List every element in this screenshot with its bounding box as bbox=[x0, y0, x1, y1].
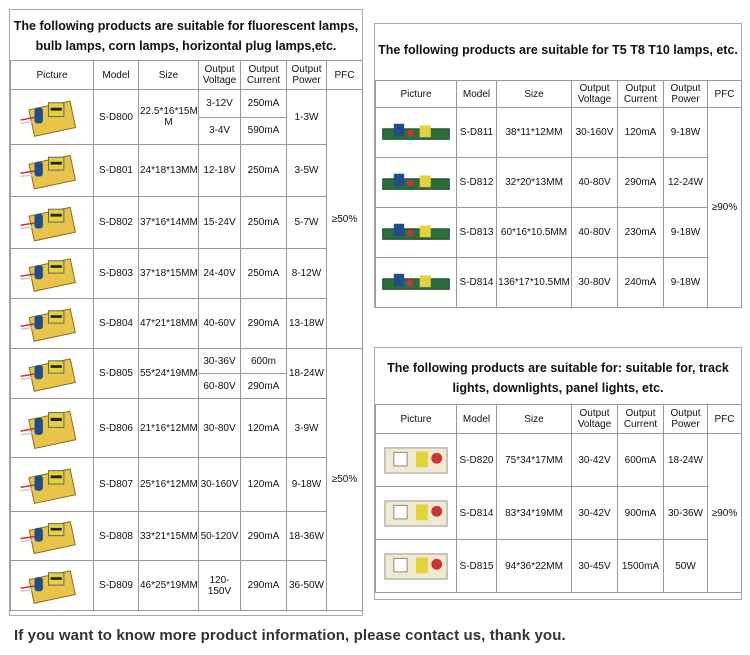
model-cell: S-D820 bbox=[457, 434, 497, 487]
driver-board-photo bbox=[379, 112, 453, 154]
power-cell: 3-5W bbox=[287, 145, 327, 197]
panel-tube-lamps bbox=[374, 23, 742, 308]
power-cell: 12-24W bbox=[664, 158, 708, 208]
size-cell: 33*21*15MM bbox=[139, 512, 199, 561]
driver-board-photo bbox=[17, 302, 87, 346]
model-cell: S-D808 bbox=[94, 512, 139, 561]
power-cell: 18-36W bbox=[287, 512, 327, 561]
current-cell: 250mA bbox=[241, 249, 287, 299]
model-cell: S-D800 bbox=[94, 90, 139, 145]
table-row bbox=[11, 399, 363, 458]
driver-board-photo bbox=[17, 93, 87, 142]
fluorescent-product-table bbox=[10, 60, 363, 611]
header-size: Size bbox=[139, 61, 199, 90]
model-cell: S-D814 bbox=[457, 258, 497, 308]
header-output-current: Output Current bbox=[241, 61, 287, 90]
tube-lamps-product-table bbox=[375, 80, 742, 308]
header-output-power: Output Power bbox=[664, 405, 708, 434]
voltage-cell: 40-80V bbox=[572, 158, 618, 208]
model-cell: S-D811 bbox=[457, 108, 497, 158]
current-cell: 250mA bbox=[241, 90, 287, 118]
current-cell: 120mA bbox=[618, 108, 664, 158]
voltage-cell: 30-36V bbox=[199, 349, 241, 374]
voltage-cell: 30-80V bbox=[572, 258, 618, 308]
size-cell: 37*18*15MM bbox=[139, 249, 199, 299]
current-cell: 600m bbox=[241, 349, 287, 374]
current-cell: 240mA bbox=[618, 258, 664, 308]
driver-board-photo bbox=[379, 162, 453, 204]
driver-board-photo bbox=[379, 544, 453, 589]
product-picture bbox=[11, 512, 94, 561]
product-picture bbox=[11, 399, 94, 458]
current-cell: 600mA bbox=[618, 434, 664, 487]
current-cell: 1500mA bbox=[618, 540, 664, 593]
model-cell: S-D806 bbox=[94, 399, 139, 458]
power-cell: 8-12W bbox=[287, 249, 327, 299]
current-cell: 290mA bbox=[618, 158, 664, 208]
product-picture bbox=[376, 208, 457, 258]
size-cell: 47*21*18MM bbox=[139, 299, 199, 349]
table-row bbox=[11, 349, 363, 374]
current-cell: 900mA bbox=[618, 487, 664, 540]
voltage-cell: 40-60V bbox=[199, 299, 241, 349]
size-cell: 136*17*10.5MM bbox=[497, 258, 572, 308]
product-picture bbox=[11, 90, 94, 145]
model-cell: S-D812 bbox=[457, 158, 497, 208]
power-cell: 1-3W bbox=[287, 90, 327, 145]
header-size: Size bbox=[497, 81, 572, 108]
pfc-cell: ≥90% bbox=[708, 108, 742, 308]
power-cell: 13-18W bbox=[287, 299, 327, 349]
voltage-cell: 24-40V bbox=[199, 249, 241, 299]
table-row bbox=[376, 208, 742, 258]
product-picture bbox=[376, 540, 457, 593]
panel-fluorescent bbox=[9, 9, 363, 616]
model-cell: S-D804 bbox=[94, 299, 139, 349]
size-cell: 38*11*12MM bbox=[497, 108, 572, 158]
table-row bbox=[11, 90, 363, 118]
driver-board-photo bbox=[17, 515, 87, 558]
model-cell: S-D813 bbox=[457, 208, 497, 258]
power-cell: 50W bbox=[664, 540, 708, 593]
size-cell: 22.5*16*15M M bbox=[139, 90, 199, 145]
size-cell: 55*24*19MM bbox=[139, 349, 199, 399]
contact-footer: If you want to know more product information, please contact us, thank you. bbox=[14, 627, 566, 644]
track-lights-product-table bbox=[375, 404, 742, 593]
header-pfc: PFC bbox=[327, 61, 363, 90]
voltage-cell: 40-80V bbox=[572, 208, 618, 258]
current-cell: 250mA bbox=[241, 145, 287, 197]
product-picture bbox=[11, 349, 94, 399]
power-cell: 36-50W bbox=[287, 561, 327, 611]
driver-board-photo bbox=[379, 491, 453, 536]
model-cell: S-D801 bbox=[94, 145, 139, 197]
voltage-cell: 30-160V bbox=[199, 458, 241, 512]
size-cell: 83*34*19MM bbox=[497, 487, 572, 540]
current-cell: 590mA bbox=[241, 117, 287, 145]
size-cell: 75*34*17MM bbox=[497, 434, 572, 487]
voltage-cell: 30-160V bbox=[572, 108, 618, 158]
voltage-cell: 120-150V bbox=[199, 561, 241, 611]
driver-board-photo bbox=[17, 564, 87, 608]
size-cell: 37*16*14MM bbox=[139, 197, 199, 249]
driver-board-photo bbox=[17, 252, 87, 296]
driver-board-photo bbox=[17, 352, 87, 396]
panel-track-lights bbox=[374, 347, 742, 600]
current-cell: 120mA bbox=[241, 458, 287, 512]
size-cell: 25*16*12MM bbox=[139, 458, 199, 512]
table-row bbox=[11, 145, 363, 197]
model-cell: S-D809 bbox=[94, 561, 139, 611]
model-cell: S-D802 bbox=[94, 197, 139, 249]
panel-track-lights-title: The following products are suitable for: suitable for, track lights, downlights, panel lights, etc. bbox=[387, 361, 729, 395]
product-picture bbox=[11, 249, 94, 299]
size-cell: 46*25*19MM bbox=[139, 561, 199, 611]
header-picture: Picture bbox=[11, 61, 94, 90]
current-cell: 290mA bbox=[241, 374, 287, 399]
size-cell: 94*36*22MM bbox=[497, 540, 572, 593]
voltage-cell: 30-42V bbox=[572, 487, 618, 540]
header-output-current: Output Current bbox=[618, 81, 664, 108]
driver-board-photo bbox=[17, 200, 87, 246]
voltage-cell: 15-24V bbox=[199, 197, 241, 249]
product-picture bbox=[11, 561, 94, 611]
driver-board-photo bbox=[17, 148, 87, 194]
power-cell: 3-9W bbox=[287, 399, 327, 458]
voltage-cell: 3-4V bbox=[199, 117, 241, 145]
voltage-cell: 30-80V bbox=[199, 399, 241, 458]
table-row bbox=[11, 249, 363, 299]
model-cell: S-D815 bbox=[457, 540, 497, 593]
pfc-cell: ≥50% bbox=[327, 90, 363, 349]
table-row bbox=[11, 299, 363, 349]
driver-board-photo bbox=[379, 262, 453, 304]
header-pfc: PFC bbox=[708, 81, 742, 108]
model-cell: S-D803 bbox=[94, 249, 139, 299]
header-output-current: Output Current bbox=[618, 405, 664, 434]
size-cell: 60*16*10.5MM bbox=[497, 208, 572, 258]
table-row bbox=[11, 512, 363, 561]
current-cell: 230mA bbox=[618, 208, 664, 258]
driver-board-photo bbox=[379, 438, 453, 483]
product-picture bbox=[376, 108, 457, 158]
table-row bbox=[376, 540, 742, 593]
driver-board-photo bbox=[17, 461, 87, 509]
table-row bbox=[376, 108, 742, 158]
size-cell: 32*20*13MM bbox=[497, 158, 572, 208]
panel-fluorescent-title: The following products are suitable for fluorescent lamps, bulb lamps, corn lamps, horizontal plug lamps,etc. bbox=[13, 19, 359, 53]
model-cell: S-D807 bbox=[94, 458, 139, 512]
table-row bbox=[11, 561, 363, 611]
power-cell: 18-24W bbox=[664, 434, 708, 487]
header-output-voltage: Output Voltage bbox=[572, 405, 618, 434]
table-row bbox=[11, 197, 363, 249]
model-cell: S-D805 bbox=[94, 349, 139, 399]
current-cell: 250mA bbox=[241, 197, 287, 249]
table-row bbox=[376, 258, 742, 308]
product-picture bbox=[376, 434, 457, 487]
power-cell: 9-18W bbox=[287, 458, 327, 512]
current-cell: 290mA bbox=[241, 561, 287, 611]
power-cell: 9-18W bbox=[664, 108, 708, 158]
product-picture bbox=[376, 487, 457, 540]
voltage-cell: 12-18V bbox=[199, 145, 241, 197]
current-cell: 290mA bbox=[241, 512, 287, 561]
voltage-cell: 50-120V bbox=[199, 512, 241, 561]
size-cell: 21*16*12MM bbox=[139, 399, 199, 458]
voltage-cell: 3-12V bbox=[199, 90, 241, 118]
table-row bbox=[11, 458, 363, 512]
header-picture: Picture bbox=[376, 81, 457, 108]
header-model: Model bbox=[457, 81, 497, 108]
header-picture: Picture bbox=[376, 405, 457, 434]
driver-board-photo bbox=[17, 402, 87, 455]
model-cell: S-D814 bbox=[457, 487, 497, 540]
table-row bbox=[376, 158, 742, 208]
driver-board-photo bbox=[379, 212, 453, 254]
power-cell: 30-36W bbox=[664, 487, 708, 540]
size-cell: 24*18*13MM bbox=[139, 145, 199, 197]
power-cell: 9-18W bbox=[664, 258, 708, 308]
product-picture bbox=[376, 258, 457, 308]
header-output-voltage: Output Voltage bbox=[199, 61, 241, 90]
power-cell: 9-18W bbox=[664, 208, 708, 258]
pfc-cell: ≥50% bbox=[327, 349, 363, 611]
voltage-cell: 60-80V bbox=[199, 374, 241, 399]
header-output-voltage: Output Voltage bbox=[572, 81, 618, 108]
product-picture bbox=[11, 299, 94, 349]
header-pfc: PFC bbox=[708, 405, 742, 434]
voltage-cell: 30-45V bbox=[572, 540, 618, 593]
current-cell: 120mA bbox=[241, 399, 287, 458]
header-model: Model bbox=[94, 61, 139, 90]
voltage-cell: 30-42V bbox=[572, 434, 618, 487]
panel-tube-lamps-title: The following products are suitable for T5 T8 T10 lamps, etc. bbox=[378, 43, 738, 57]
product-picture bbox=[11, 145, 94, 197]
product-picture bbox=[11, 197, 94, 249]
header-output-power: Output Power bbox=[664, 81, 708, 108]
power-cell: 5-7W bbox=[287, 197, 327, 249]
power-cell: 18-24W bbox=[287, 349, 327, 399]
pfc-cell: ≥90% bbox=[708, 434, 742, 593]
table-row bbox=[376, 434, 742, 487]
header-model: Model bbox=[457, 405, 497, 434]
header-output-power: Output Power bbox=[287, 61, 327, 90]
current-cell: 290mA bbox=[241, 299, 287, 349]
header-size: Size bbox=[497, 405, 572, 434]
product-picture bbox=[11, 458, 94, 512]
product-picture bbox=[376, 158, 457, 208]
table-row bbox=[376, 487, 742, 540]
